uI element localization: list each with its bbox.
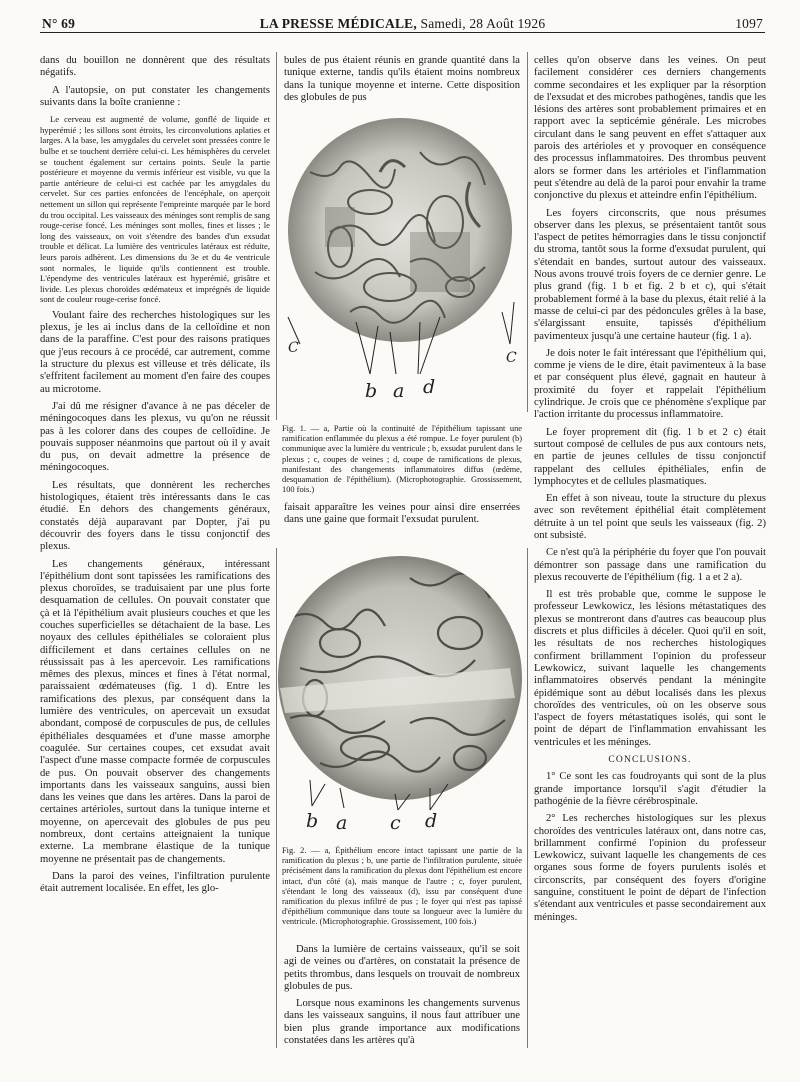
fig1-label-d: d xyxy=(423,376,436,398)
conclusion-1: 1° Ce sont les cas foudroyants qui sont de la plus grande importance lorsqu'il s'agit d'étudier la pathogénie de la fièvre cérébrospinale. xyxy=(534,771,766,807)
column-2-bottom xyxy=(284,944,520,1052)
col3-para-2: Les foyers circonscrits, que nous présumes observer dans les plexus, se présentaient tantôt sous l'aspect de petites hémorragies dans le tissu conjonctif du stroma, tantôt sous la forme d'exsudat purulent, qui s'étendait en bandes, surtout autour des vaisseaux. Nous avons trouvé trois foyers de ce dernier genre. Le plus grand (fig. 1 b et fig. 2 b et c), qui s'était probablement formé à la base du plexus, était relié à la masse de celui-ci par des pédoncules grêles à la base, s'élargissant ensuite, tapissés d'épithélium pavimenteux jusqu'à une certaine hauteur (fig. 1 a). xyxy=(534,207,766,342)
page-header xyxy=(40,6,765,33)
col1-autopsy-text: Le cerveau est augmenté de volume, gonflé de liquide et hyperémié ; les sillons sont étroits, les circonvolutions aplaties et larges. A la base, les amygdales du cervelet sont pressées contre le bulbe et se touchent derrière celui-ci. Les hémisphères du cervelet se touchent également sur certains points. Seule la partie postérieure et moyenne du vermis inférieur est visible, vu que la partie antérieure de celui-ci est cachée par les amygdales du cervelet. Sur ces parties enfoncées de l'encéphale, on aperçoit nettement un sillon qui représente l'empreinte marquée par le bord du trou occipital. Les vaisseaux des méninges sont remplis de sang rouge-cerise foncé. Les méninges sont molles, fines et lisses ; le long des vaisseaux, on voit s'étendre des bandes d'un exsudat trouble et délicat. La lumière des ventricules latéraux est réduite, leurs parois adhèrent. Les dimensions du 3e et du 4e ventricule sont normales, le liquide qu'ils contiennent est trouble. L'épendyme des ventricules latéraux est hyperémié, grisâtre et livide. Les plexus choroïdes œdémateux et imprégnés de liquide sont de couleur rouge-cerise foncé. xyxy=(40,114,270,305)
col1-para-2: A l'autopsie, on put constater les changements suivants dans la boîte cranienne : xyxy=(40,84,270,108)
conclusions-heading: CONCLUSIONS. xyxy=(608,755,692,766)
issue-number: N° 69 xyxy=(42,16,76,31)
fig1-label-b: b xyxy=(365,380,378,402)
col3-para-6: Ce n'est qu'à la périphérie du foyer que l'on pouvait démontrer son passage dans une ramification du plexus recouverte de l'épithélium (fig. 1 a et 2 a). xyxy=(534,547,766,583)
col2-para-2: Dans la lumière de certains vaisseaux, qu'il se soit agi de veines ou d'artères, on constatait la présence de petits thrombus, dans lesquels on trouvait de nombreux globules de pus. xyxy=(284,944,520,992)
fig2-label-b: b xyxy=(306,810,319,832)
col1-para-1: dans du bouillon ne donnèrent que des résultats négatifs. xyxy=(40,55,270,79)
column-1 xyxy=(40,55,270,901)
conclusion-2: 2° Les recherches histologiques sur les plexus choroïdes des ventricules latéraux ont, dans notre cas, brillamment confirmé l'opinion du professeur Lewkowicz, suivant laquelle les changements de ces organes sous forme de foyers purulents isolés et circonscrits, par conséquent des foyers d'origine sanguine, constituent le point de départ de l'infection s'étendant aux ventricules et passe secondairement aux méninges. xyxy=(534,813,766,923)
fig2-label-c: c xyxy=(390,812,401,834)
figure-2 xyxy=(270,548,530,844)
figure-2-caption: Fig. 2. — a, Épithélium encore intact tapissant une partie de la ramification du plexus ; b, une partie de l'infiltration purulente, située précisément dans la ramification du plexus dont l'épithélium est encore intact, d'un côté (a), mais manque de l'autre ; c, foyer purulent, s'étendant le long des vaisseaux (d), issu par conséquent d'une ramification du plexus infiltré de pus ; le foyer qui n'est pas tapissé d'épithélium communique dans toute sa longueur avec la lumière du ventricule. (Microphotographie. Grossissement, 100 fois.) xyxy=(282,846,522,927)
fig1-label-c-right: C xyxy=(506,350,517,366)
col2-para-1: bules de pus étaient réunis en grande quantité dans la tunique externe, tandis qu'ils étaient moins nombreux dans la tunique moyenne et interne. Cette disposition des globules de pus xyxy=(284,55,520,103)
column-2-top xyxy=(284,55,520,109)
col2-para-3: Lorsque nous examinons les changements survenus dans les vaisseaux sanguins, il nous faut attribuer une bien plus grande importance aux modifications constatées dans les artères qu'à xyxy=(284,998,520,1047)
col3-para-3: Je dois noter le fait intéressant que l'épithélium qui, comme je viens de le dire, était pavimenteux à la base et par conséquent plus élevé, gagnait en hauteur à proximité du foyer et rappelait l'épithélium cylindrique. Je crois que ce phénomène s'explique par l'action irritante du processus inflammatoire. xyxy=(534,347,766,421)
column-3 xyxy=(534,55,766,929)
col1-para-8: Dans la paroi des veines, l'infiltration purulente était autrement localisée. En effet, les glo- xyxy=(40,870,270,895)
figure-1-caption: Fig. 1. — a, Partie où la continuité de l'épithélium tapissant une ramification enflammée du plexus a été rompue. Le foyer purulent (b) communique avec la lumière du ventricule ; b, exsudat purulent dans le plexus ; c, coupes de veines ; d, coupe de ramifications de plexus, manifestant des changements inflammatoires diffus (œdème, desquamation de l'épithélium). (Microphotographie. Grossissement, 100 fois.) xyxy=(282,424,522,495)
col3-para-4: Le foyer proprement dit (fig. 1 b et 2 c) était surtout composé de cellules de pus aux contours nets, en partie de jeunes cellules de tissu conjonctif rappelant des cellules épithéliales, enfin de lymphocytes et de cellules plasmatiques. xyxy=(534,426,766,487)
issue-date: Samedi, 28 Août 1926 xyxy=(420,16,546,31)
journal-name: LA PRESSE MÉDICALE, xyxy=(259,16,417,31)
col3-para-7: Il est très probable que, comme le suppose le professeur Lewkowicz, les lésions métastatiques des plexus se montreront dans d'autres cas beaucoup plus discrets et plus difficiles à déceler. Quoi qu'il en soit, les résultats de nos recherches histologiques confirment brillamment l'opinion du professeur Lewkowicz, suivant laquelle les changements inflammatoires observés pendant la méningite épidémique sont au début localisés dans les plexus choroïdes des ventricules, où on les observe sous l'aspect de foyers métastatiques isolés, qui sont le point de départ de l'inflammation envahissant les ventricules et les méninges. xyxy=(534,589,766,748)
col1-para-7: Les changements généraux, intéressant l'épithélium dont sont tapissées les ramifications des plexus choroïdes, se traduisaient par une plus forte desquamation de cellules. On pouvait constater que çà et là l'épithélium avait plusieurs couches et que les couches superficielles se détachaient de la base. Les noyaux des cellules épithéliales se coloraient plus difficilement et dans certaines cellules on ne réussissait pas à les apercevoir. Les ramifications mêmes des plexus, minces et fines à l'état normal, paraissaient œdémateuses (fig. 1 d). Entre les ramifications des plexus, par conséquent dans la lumière des ventricules, on apercevait un exsudat abondant, composé de corpuscules de pus, de cellules épithéliales desquamées et d'une masse amorphe coagulée. Sur certaines coupes, cet exsudat avait l'aspect d'une masse compacte formée de corpuscules de pus. On pouvait observer des changements importants dans les vaisseaux sanguins, aussi bien dans les veines que dans les artères. Dans la paroi de certaines artérioles, surtout dans la tunique interne et moyenne, on apercevait des globules de pus peu nombreux, dont certains atteignaient la tunique externe. La membrane élastique de la tunique moyenne ne présentait pas de changements. xyxy=(40,558,270,865)
figure-1 xyxy=(270,112,530,422)
fig2-label-d: d xyxy=(425,810,438,832)
col3-para-5: En effet à son niveau, toute la structure du plexus avec son revêtement épithélial était complètement détruite à un tel point que seuls les vaisseaux (fig. 2) ont subsisté. xyxy=(534,493,766,541)
col1-para-4: Voulant faire des recherches histologiques sur les plexus, je les ai inclus dans de la celloïdine et non dans de la paraffine. C'est pour des raisons pratiques que j'eus recours à ce procédé, car autrement, comme la structure du plexus est villeuse et très délicate, ils s'effritent facilement au moment d'en faire des coupes au microtome. xyxy=(40,309,270,395)
page-number: 1097 xyxy=(735,16,763,31)
fig1-label-a: a xyxy=(393,380,405,402)
col3-para-1: celles qu'on observe dans les veines. On peut facilement considérer ces derniers changements comme secondaires et les expliquer par la résorption de l'exsudat et des microbes pathogènes, tandis que les lésions des artères sont probablement primaires et en rapport avec la septicémie générale. Les microbes circulant dans le sang peuvent en effet s'attaquer aux parois des artérioles et y provoquer en conséquence des processus inflammatoires. Des thrombus peuvent alors se former dans les artérioles et l'inflammation peut s'étendre au delà de la paroi pour envahir la trame conjonctive du plexus et atteindre enfin l'épithélium. xyxy=(534,55,766,202)
col1-para-6: Les résultats, que donnèrent les recherches histologiques, étaient très intéressants dans le cas étudié. En dehors des changements généraux, constatés déjà auparavant par Dopter, j'ai pu découvrir des foyers dans le tissu conjonctif des plexus. xyxy=(40,479,270,553)
fig2-label-a: a xyxy=(336,812,348,834)
fig1-label-c-left: C xyxy=(288,340,299,356)
spanning-sentence: faisait apparaître les veines pour ainsi dire enserrées dans une gaine que formait l'exsudat purulent. xyxy=(284,502,520,526)
col1-para-5: J'ai dû me résigner d'avance à ne pas déceler de méningocoques dans les plexus, vu qu'on ne réussit pas à les colorer dans des coupes de celloïdine. Je pouvais supposer néanmoins que partout où il y avait du pus, on devait admettre la présence de méningocoques. xyxy=(40,400,270,474)
figure-1-microphotograph xyxy=(270,112,530,422)
journal-title xyxy=(40,16,765,32)
figure-2-microphotograph xyxy=(270,548,530,844)
spanning-text xyxy=(284,502,520,532)
